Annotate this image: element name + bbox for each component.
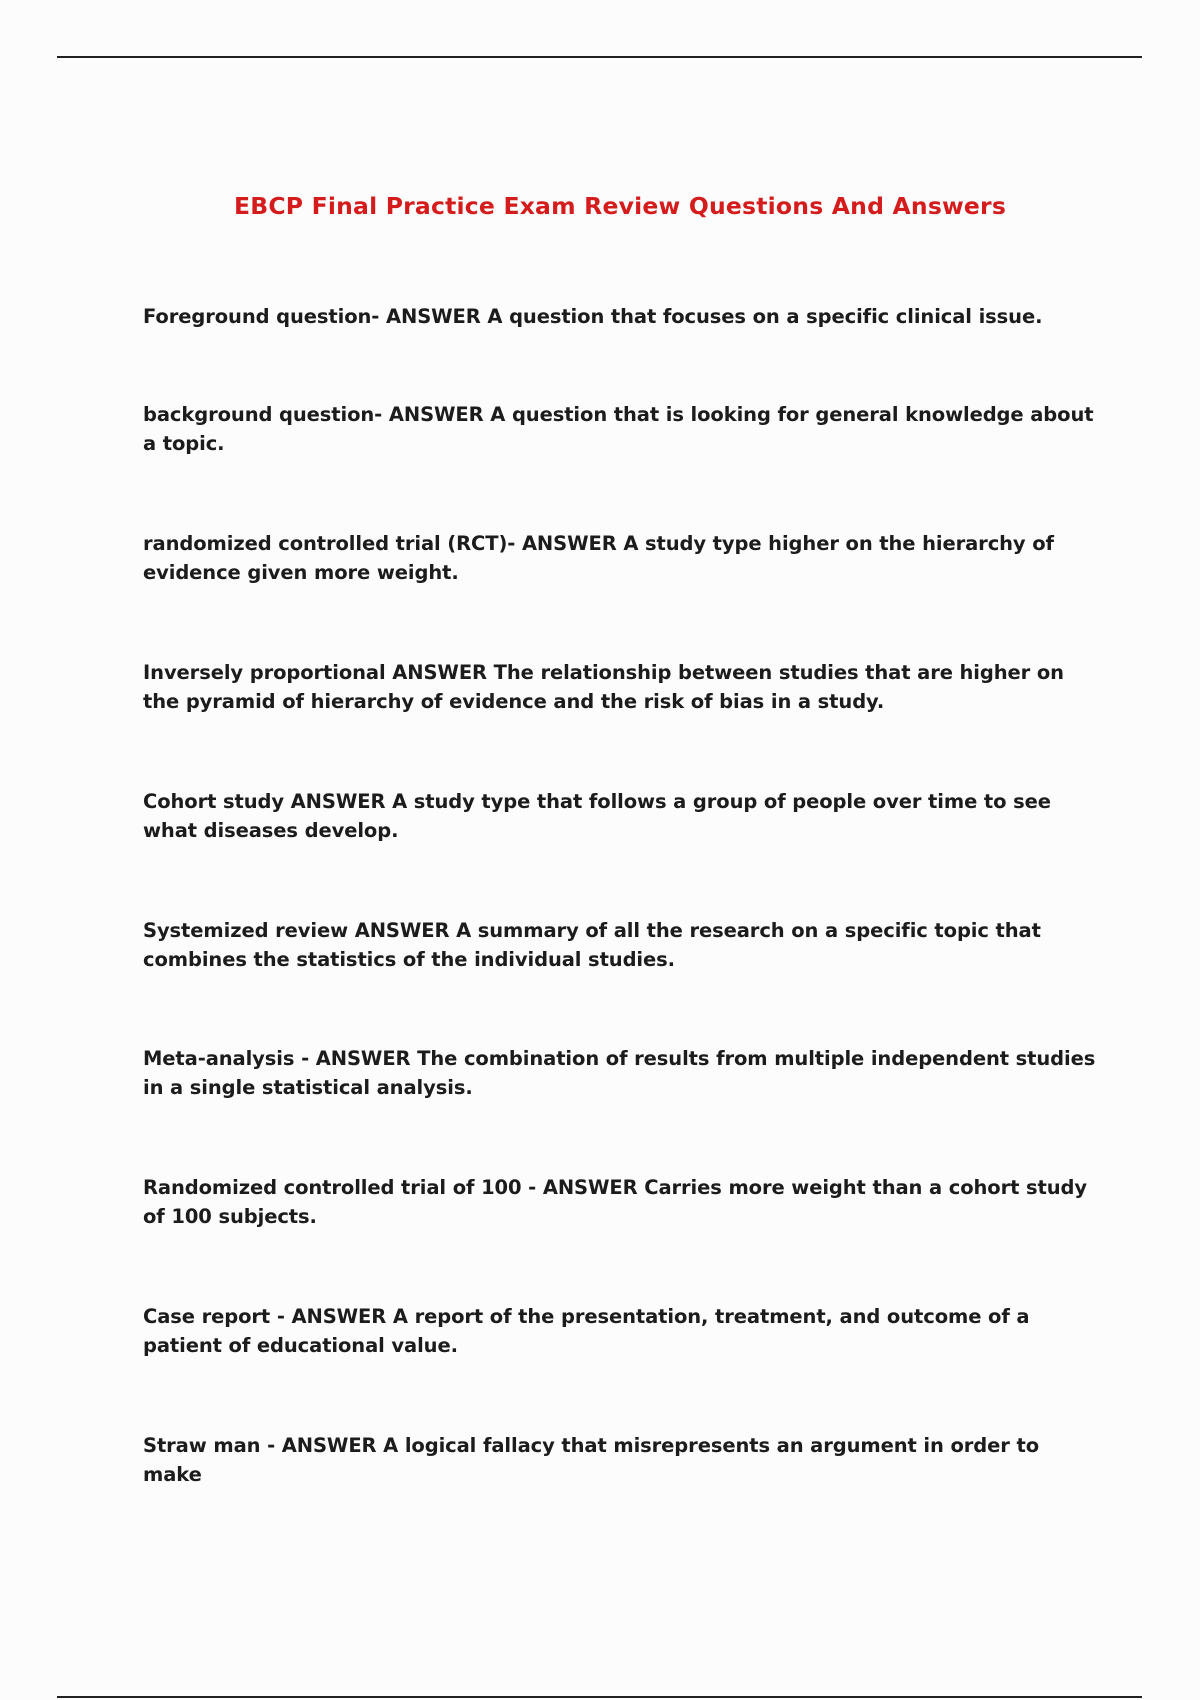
qa-entry: Cohort study ANSWER A study type that follows a group of people over time to see what diseases develop. <box>143 790 1051 842</box>
qa-entry: Inversely proportional ANSWER The relationship between studies that are higher on the pyramid of hierarchy of evidence and the risk of bias in a study. <box>143 661 1064 713</box>
qa-entry: Meta-analysis - ANSWER The combination of results from multiple independent studies in a single statistical analysis. <box>143 1047 1096 1099</box>
qa-entry: background question- ANSWER A question that is looking for general knowledge about a topic. <box>143 403 1094 455</box>
header-rule <box>57 56 1142 58</box>
qa-entry: Systemized review ANSWER A summary of all the research on a specific topic that combines the statistics of the individual studies. <box>143 919 1041 971</box>
qa-entry: Randomized controlled trial of 100 - ANSWER Carries more weight than a cohort study of 100 subjects. <box>143 1176 1087 1228</box>
footer-rule <box>57 1696 1142 1698</box>
qa-entry: Foreground question- ANSWER A question that focuses on a specific clinical issue. <box>143 305 1043 328</box>
qa-entry: Case report - ANSWER A report of the presentation, treatment, and outcome of a patient of educational value. <box>143 1305 1030 1357</box>
qa-entry: randomized controlled trial (RCT)- ANSWER A study type higher on the hierarchy of evidence given more weight. <box>143 532 1054 584</box>
document-title: EBCP Final Practice Exam Review Questions And Answers <box>233 192 1007 220</box>
qa-entry: Straw man - ANSWER A logical fallacy that misrepresents an argument in order to make <box>143 1434 1040 1486</box>
